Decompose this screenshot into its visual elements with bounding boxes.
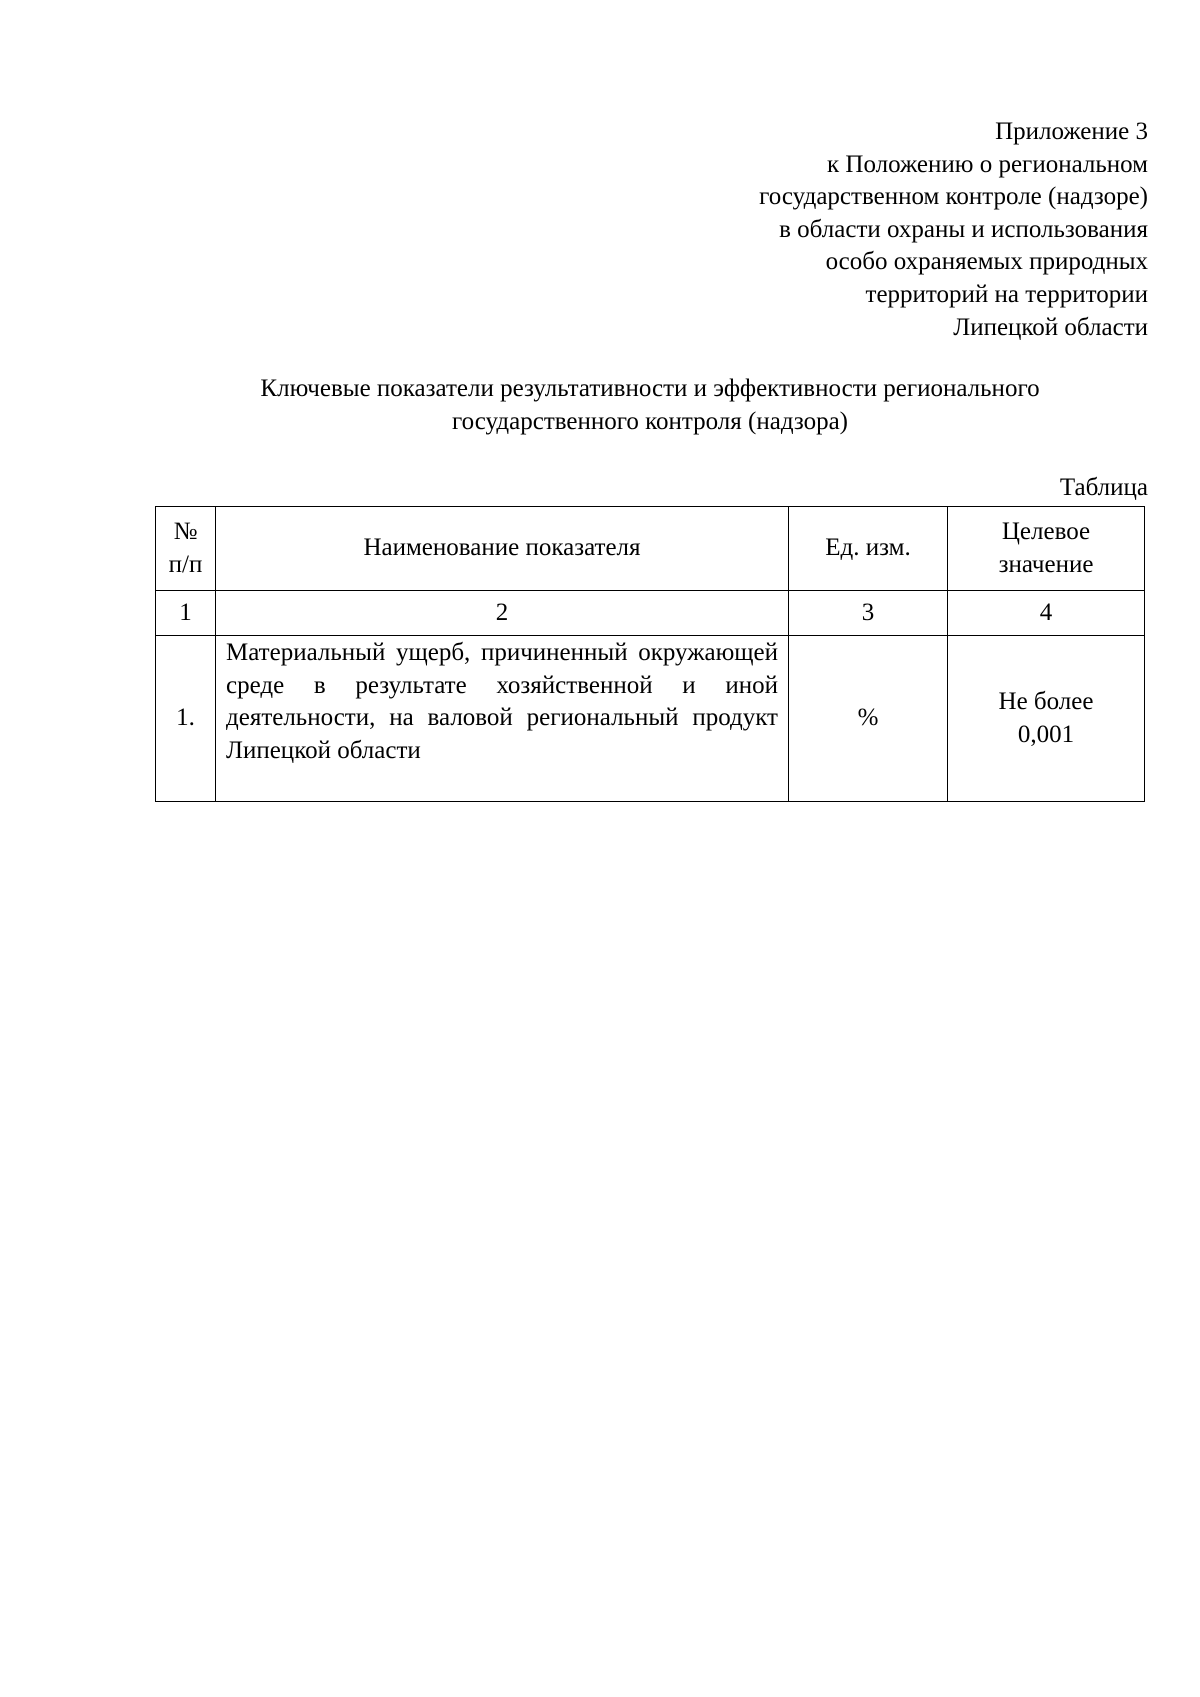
appendix-line: особо охраняемых природных <box>825 248 1148 276</box>
header-target-line2: значение <box>998 550 1094 578</box>
header-target <box>948 507 1145 591</box>
indicators-table <box>155 506 1145 802</box>
column-numbers-row <box>156 591 1145 636</box>
header-target-line1: Целевое <box>1001 517 1091 545</box>
header-name: Наименование показателя <box>216 507 789 591</box>
table-header-row <box>156 507 1145 591</box>
appendix-line: территорий на территории <box>865 280 1148 308</box>
header-unit: Ед. изм. <box>789 507 948 591</box>
header-num-line2: п/п <box>168 550 203 578</box>
header-num-line1: № <box>173 517 198 545</box>
appendix-line: государственном контроле (надзоре) <box>759 183 1148 211</box>
column-number: 3 <box>789 591 948 636</box>
appendix-line: в области охраны и использования <box>779 215 1148 243</box>
row-target-line1: Не более <box>998 687 1094 715</box>
appendix-line: Липецкой области <box>953 313 1148 341</box>
column-number: 1 <box>156 591 216 636</box>
row-num: 1. <box>156 636 216 802</box>
table-row <box>156 636 1145 802</box>
header-num <box>156 507 216 591</box>
title-line: государственного контроля (надзора) <box>451 407 849 435</box>
row-target <box>948 636 1145 802</box>
appendix-header <box>528 116 1148 344</box>
document-title <box>150 373 1150 438</box>
row-target-line2: 0,001 <box>1017 720 1075 748</box>
title-line: Ключевые показатели результативности и эффективности регионального <box>260 375 1040 402</box>
appendix-line: Приложение 3 <box>995 118 1148 145</box>
row-indicator-name: Материальный ущерб, причиненный окружающей среде в результате хозяйственной и иной деятельности, на валовой региональный продукт Липецкой области <box>216 636 789 802</box>
table-caption: Таблица <box>1059 474 1148 501</box>
column-number: 4 <box>948 591 1145 636</box>
column-number: 2 <box>216 591 789 636</box>
appendix-line: к Положению о региональном <box>827 150 1148 178</box>
row-unit: % <box>789 636 948 802</box>
